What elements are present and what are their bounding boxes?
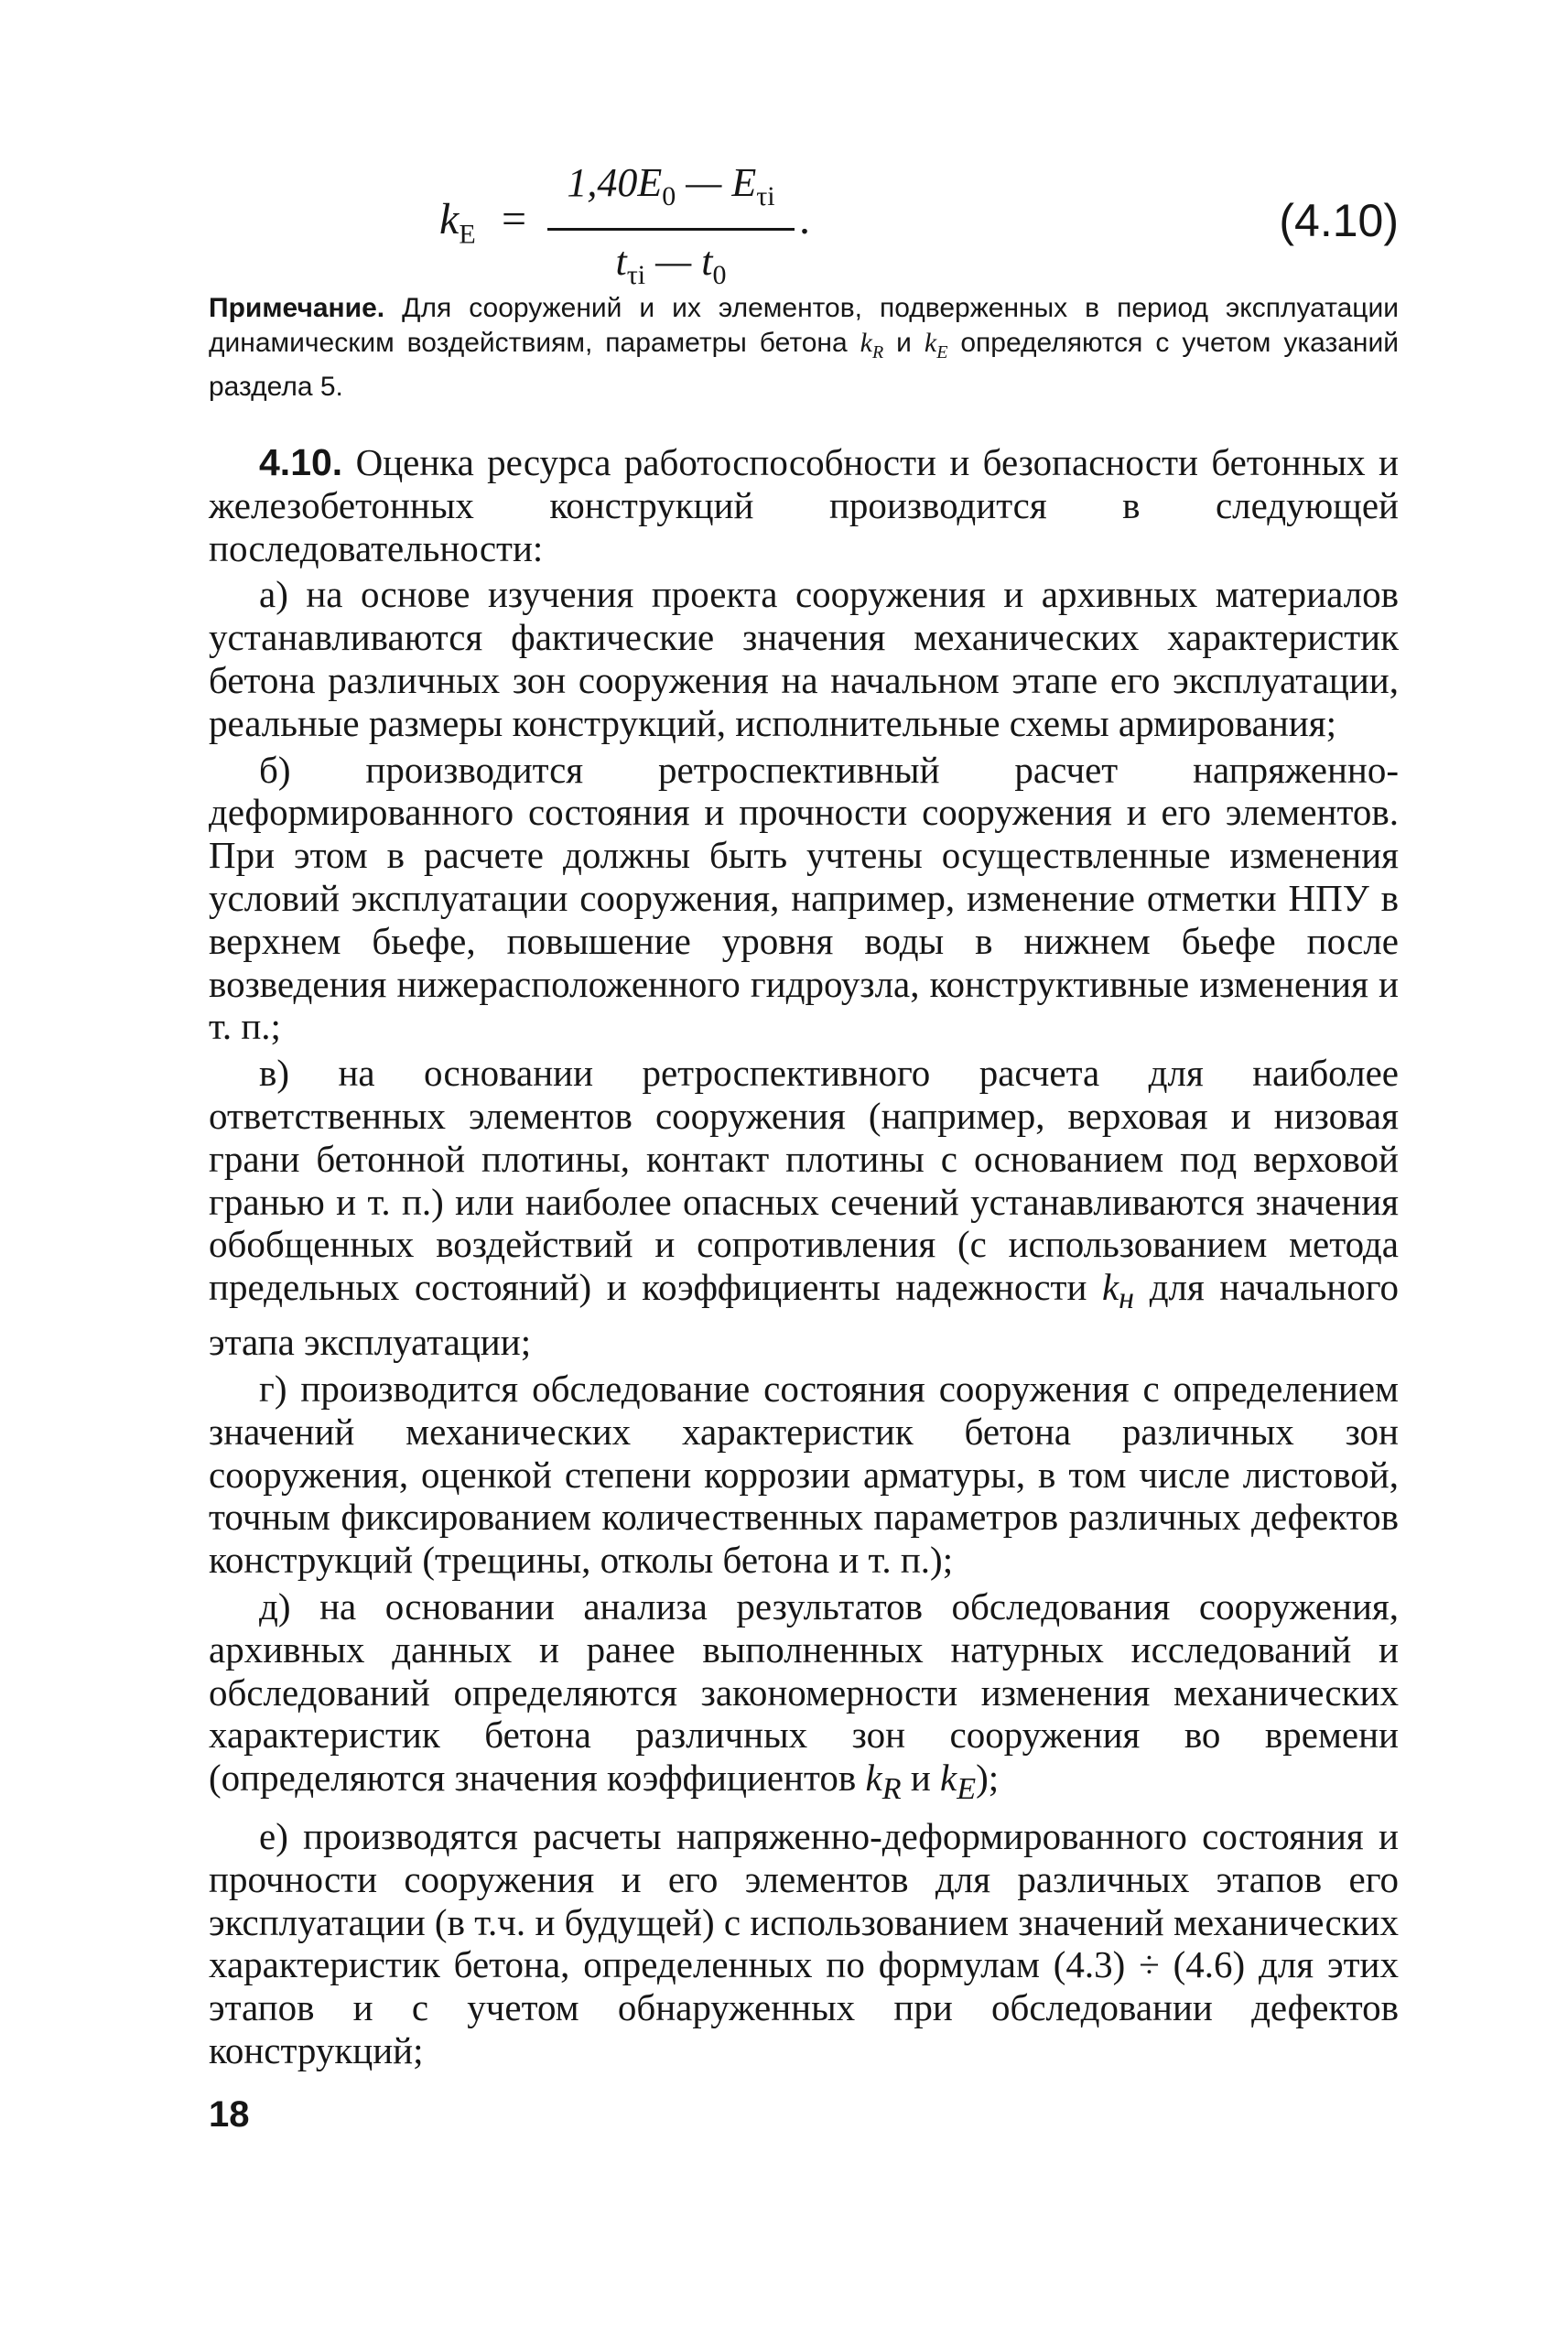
formula-fraction xyxy=(547,156,795,303)
formula-number: (4.10) xyxy=(1279,195,1399,246)
note-kE: $k_E$ xyxy=(924,328,948,362)
item-a: а) на основе изучения проекта сооружения и архивных материалов устанавливаются фактические значения механических характеристик бетона различных зон сооружения на начальном этапе его эксплуатации, реальные размеры конструкций, исполнительные схемы армирования; xyxy=(209,573,1399,744)
formula-equals: = xyxy=(502,195,527,243)
item-g: г) производится обследование состояния сооружения с определением значений механических характеристик бетона различных зон сооружения, оценкой степени коррозии арматуры, в том числе листовой, точным фиксированием количественных параметров различных дефектов конструкций (трещины, отколы бетона и т. п.); xyxy=(209,1367,1399,1582)
note-and: и xyxy=(883,328,925,358)
formula-lhs: $k_E$ xyxy=(439,195,476,250)
note xyxy=(209,291,1399,405)
item-e: е) производятся расчеты напряженно-деформированного состояния и прочности сооружения и его элементов для различных этапов его эксплуатации (в т.ч. и будущей) с использованием значений механических характеристик бетона, определенных по формулам (4.3) ÷ (4.6) для этих этапов и с учетом обнаруженных при обследовании дефектов конструкций; xyxy=(209,1815,1399,2072)
note-label: Примечание. xyxy=(209,293,385,323)
formula-numerator: $1,40E_0$ — $E_{\tau i}$ xyxy=(567,160,775,211)
formula-denominator: $t_{\tau i}$ — $t_0$ xyxy=(615,238,727,290)
note-text-2: определяются с учетом указаний раздела 5. xyxy=(209,328,1399,402)
item-b: б) производится ретроспективный расчет напряженно-деформированного состояния и прочности сооружения и его элементов. При этом в расчете должны быть учтены осуществленные изменения условий эксплуатации сооружения, например, изменение отметки НПУ в верхнем бьефе, повышение уровня воды в нижнем бьефе после возведения нижерасположенного гидроузла, конструктивные изменения и т. п.; xyxy=(209,748,1399,1048)
page-content xyxy=(209,137,1399,2135)
section-4-10 xyxy=(209,441,1399,569)
formula-period: . xyxy=(799,195,810,243)
section-number: 4.10. xyxy=(259,441,343,483)
item-d: д) на основании анализа результатов обследования сооружения, архивных данных и ранее выполненных натурных исследований и обследований определяются закономерности изменения механических характеристик бетона различных зон сооружения во времени (определяются значения коэффициентов $k_R$ и $k_E$); xyxy=(209,1584,1399,1807)
note-text-1: Для сооружений и их элементов, подверженных в период эксплуатации динамическим воздействиям, параметры бетона xyxy=(209,293,1399,358)
formula-4-10 xyxy=(209,137,1399,290)
page-number: 18 xyxy=(209,2094,250,2135)
fraction-bar xyxy=(547,228,795,231)
item-v: в) на основании ретроспективного расчета для наиболее ответственных элементов сооружения (например, верховая и низовая грани бетонной плотины, контакт плотины с основанием под верховой гранью и т. п.) или наиболее опасных сечений устанавливаются значения обобщенных воздействий и сопротивления (с использованием метода предельных состояний) и коэффициенты надежности $k_н$ для начального этапа эксплуатации; xyxy=(209,1052,1399,1364)
note-kR: $k_R$ xyxy=(860,328,884,362)
section-text: Оценка ресурса работоспособности и безопасности бетонных и железобетонных конструкций производится в следующей последовательности: xyxy=(209,441,1399,569)
